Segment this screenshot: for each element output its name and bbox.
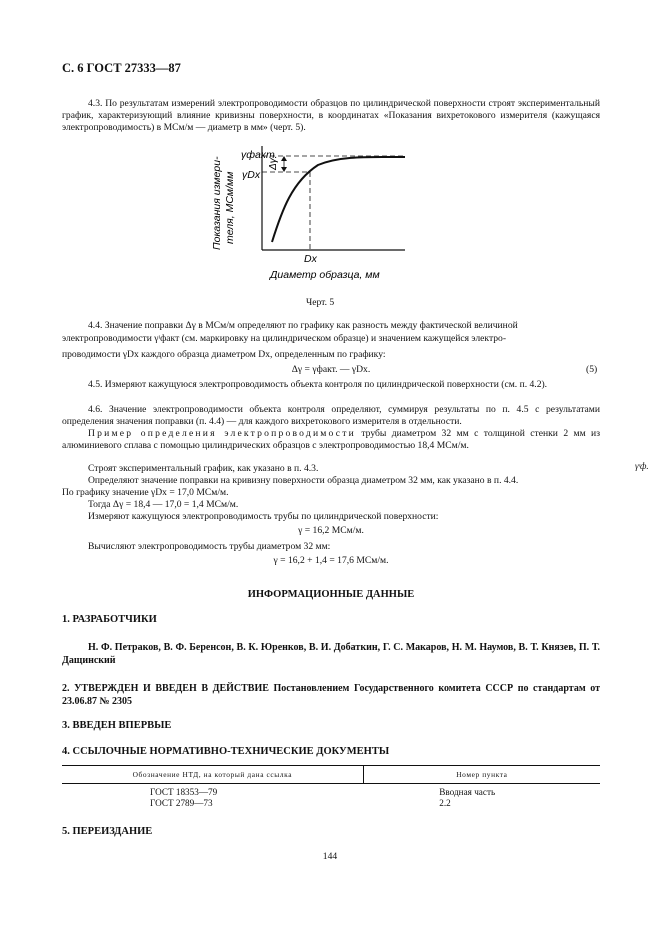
example-formula-1: γ = 16,2 МСм/м. bbox=[298, 525, 364, 536]
example-line-4: Тогда Δγ = 18,4 — 17,0 = 1,4 МСм/м. bbox=[88, 499, 239, 510]
delta-gamma-label: Δγ bbox=[268, 158, 279, 170]
table-cell-item: Вводная часть bbox=[439, 787, 496, 797]
section-4-heading: 4. ССЫЛОЧНЫЕ НОРМАТИВНО-ТЕХНИЧЕСКИЕ ДОКУМЕНТЫ bbox=[62, 746, 390, 757]
section-1-heading: 1. РАЗРАБОТЧИКИ bbox=[62, 614, 157, 625]
table-cell-doc: ГОСТ 2789—73 bbox=[150, 798, 213, 808]
table-cell-item: 2.2 bbox=[439, 798, 451, 808]
formula-5-number: (5) bbox=[586, 364, 598, 375]
authors-list: Н. Ф. Петраков, В. Ф. Беренсон, В. К. Юренков, В. И. Добаткин, Г. С. Макаров, Н. М. Наумов, В. Т. Князев, П. Т. Дащинский bbox=[62, 642, 600, 666]
table-header-row bbox=[62, 766, 600, 784]
example-line-1: Строят экспериментальный график, как указано в п. 4.3. bbox=[88, 463, 319, 474]
section-2-heading: 2. УТВЕРЖДЕН И ВВЕДЕН В ДЕЙСТВИЕ bbox=[62, 683, 269, 694]
table-cell-doc: ГОСТ 18353—79 bbox=[150, 787, 218, 797]
reference-table bbox=[62, 765, 600, 809]
example-heading: Пример определения электропроводимости bbox=[88, 428, 356, 439]
example-line-5: Измеряют кажущуюся электропроводимость трубы по цилиндрической поверхности: bbox=[88, 511, 439, 522]
table-row bbox=[62, 798, 600, 809]
section-3-heading: 3. ВВЕДЕН ВПЕРВЫЕ bbox=[62, 720, 172, 731]
example-text: трубы диаметром 32 мм с толщиной стенки 2 мм из алюминиевого сплава с помощью цилиндрических образцов с электропроводимостью 18,4 МСм/м. bbox=[62, 428, 600, 452]
figure-caption: Черт. 5 bbox=[306, 297, 335, 308]
example-formula-2: γ = 16,2 + 1,4 = 17,6 МСм/м. bbox=[273, 555, 389, 566]
figure-5-graph bbox=[200, 138, 420, 298]
x-axis-title: Диаметр образца, мм bbox=[270, 269, 380, 281]
section-2 bbox=[62, 682, 600, 708]
margin-note: γᶦф. bbox=[635, 461, 649, 471]
example-paragraph bbox=[62, 428, 600, 452]
section-5-heading: 5. ПЕРЕИЗДАНИЕ bbox=[62, 826, 153, 837]
paragraph-4-3: 4.3. По результатам измерений электропроводимости образцов по цилиндрической поверхности строят экспериментальный график, характеризующий влияние кривизны поверхности, в координатах «Показания вихретокового измерителя (кажущаяся электропроводимость) в МСм/м — диаметр в мм» (черт. 5). bbox=[62, 98, 600, 134]
y-axis-title-line1: Показания измери- bbox=[211, 156, 223, 250]
gamma-fact-label: γфакт. bbox=[241, 149, 278, 161]
dx-label: Dx bbox=[304, 253, 317, 265]
paragraph-4-4-line1: 4.4. Значение поправки Δγ в МСм/м определяют по графику как разность между фактической величиной bbox=[88, 320, 518, 331]
section-2-text: Постановлением Государственного комитета СССР по стандартам от 23.06.87 № 2305 bbox=[62, 683, 600, 707]
table-row bbox=[62, 784, 600, 799]
paragraph-4-6: 4.6. Значение электропроводимости объекта контроля определяют, суммируя результаты по п. 4.5 с результатами определения значения поправки (п. 4.4) — для каждого вихретокового измерителя в отдельности. bbox=[62, 404, 600, 428]
example-line-2: Определяют значение поправки на кривизну поверхности образца диаметром 32 мм, как указано в п. 4.4. bbox=[88, 475, 519, 486]
gamma-dx-label: γDx bbox=[242, 169, 261, 181]
paragraph-4-4-line2: электропроводимости γᶦфакт (см. маркировку на цилиндрическом образце) и значением кажущейся электро- bbox=[62, 333, 507, 344]
paragraph-4-5: 4.5. Измеряют кажущуюся электропроводимость объекта контроля по цилиндрической поверхности (см. п. 4.2). bbox=[88, 379, 548, 390]
y-axis-title-line2: теля, МСм/мм bbox=[224, 171, 236, 244]
table-col-doc: Обозначение НТД, на который дана ссылка bbox=[62, 766, 363, 784]
formula-5: Δγ = γфакт. — γDx. bbox=[291, 364, 371, 375]
example-line-3: По графику значение γDx = 17,0 МСм/м. bbox=[62, 487, 229, 498]
table-col-item: Номер пункта bbox=[363, 766, 600, 784]
page-number: 144 bbox=[322, 851, 338, 862]
example-line-6: Вычисляют электропроводимость трубы диаметром 32 мм: bbox=[88, 541, 331, 552]
page-header: С. 6 ГОСТ 27333—87 bbox=[62, 61, 181, 75]
paragraph-4-4-line3: проводимости γDx каждого образца диаметром Dx, определенным по графику: bbox=[62, 349, 386, 360]
calibration-curve bbox=[272, 157, 405, 242]
info-title: ИНФОРМАЦИОННЫЕ ДАННЫЕ bbox=[247, 589, 415, 600]
